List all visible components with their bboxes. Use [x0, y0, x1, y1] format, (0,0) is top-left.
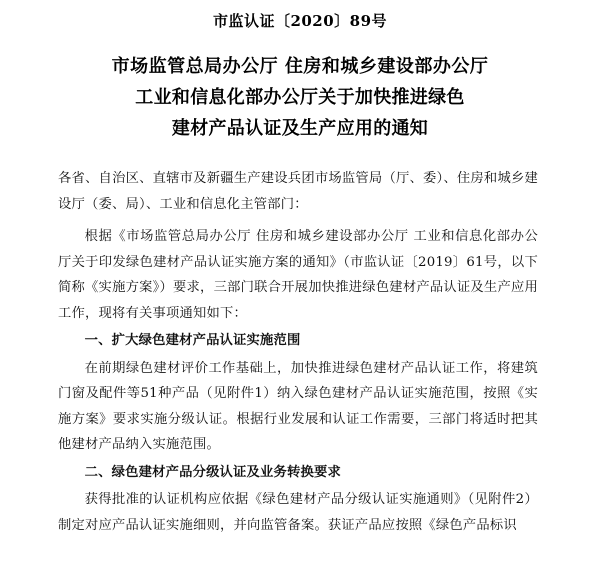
document-number: 市监认证〔2020〕89号 — [212, 12, 388, 30]
document-page — [0, 10, 600, 567]
title-line-1: 市场监管总局办公厅 住房和城乡建设部办公厅 — [111, 56, 489, 77]
title-line-3: 建材产品认证及生产应用的通知 — [171, 118, 429, 139]
paragraph-preamble: 根据《市场监管总局办公厅 住房和城乡建设部办公厅 工业和信息化部办公厅关于印发绿色建材产品认证实施方案的通知》（市监认证〔2019〕61号，以下简称《实施方案》）要求，三部门联合开展加快推进绿色建材产品认证及生产应用工作，现将有关事项通知如下： — [58, 229, 538, 321]
section-body-2: 获得批准的认证机构应依据《绿色建材产品分级认证实施通则》（见附件2）制定对应产品认证实施细则，并向监管备案。获证产品应按照《绿色产品标识 — [58, 492, 538, 533]
section-heading-1: 一、扩大绿色建材产品认证实施范围 — [84, 333, 301, 348]
title-line-2: 工业和信息化部办公厅关于加快推进绿色 — [135, 87, 465, 108]
paragraph-addressee: 各省、自治区、直辖市及新疆生产建设兵团市场监管局（厅、委）、住房和城乡建设厅（委、局）、工业和信息化主管部门： — [58, 171, 538, 212]
document-body — [0, 166, 600, 538]
section-body-1: 在前期绿色建材评价工作基础上，加快推进绿色建材产品认证工作，将建筑门窗及配件等51种产品（见附件1）纳入绿色建材产品认证实施范围，按照《实施方案》要求实施分级认证。根据行业发展和认证工作需要，三部门将适时把其他建材产品纳入实施范围。 — [58, 360, 538, 452]
section-heading-2: 二、绿色建材产品分级认证及业务转换要求 — [84, 464, 342, 480]
document-title — [0, 51, 600, 144]
